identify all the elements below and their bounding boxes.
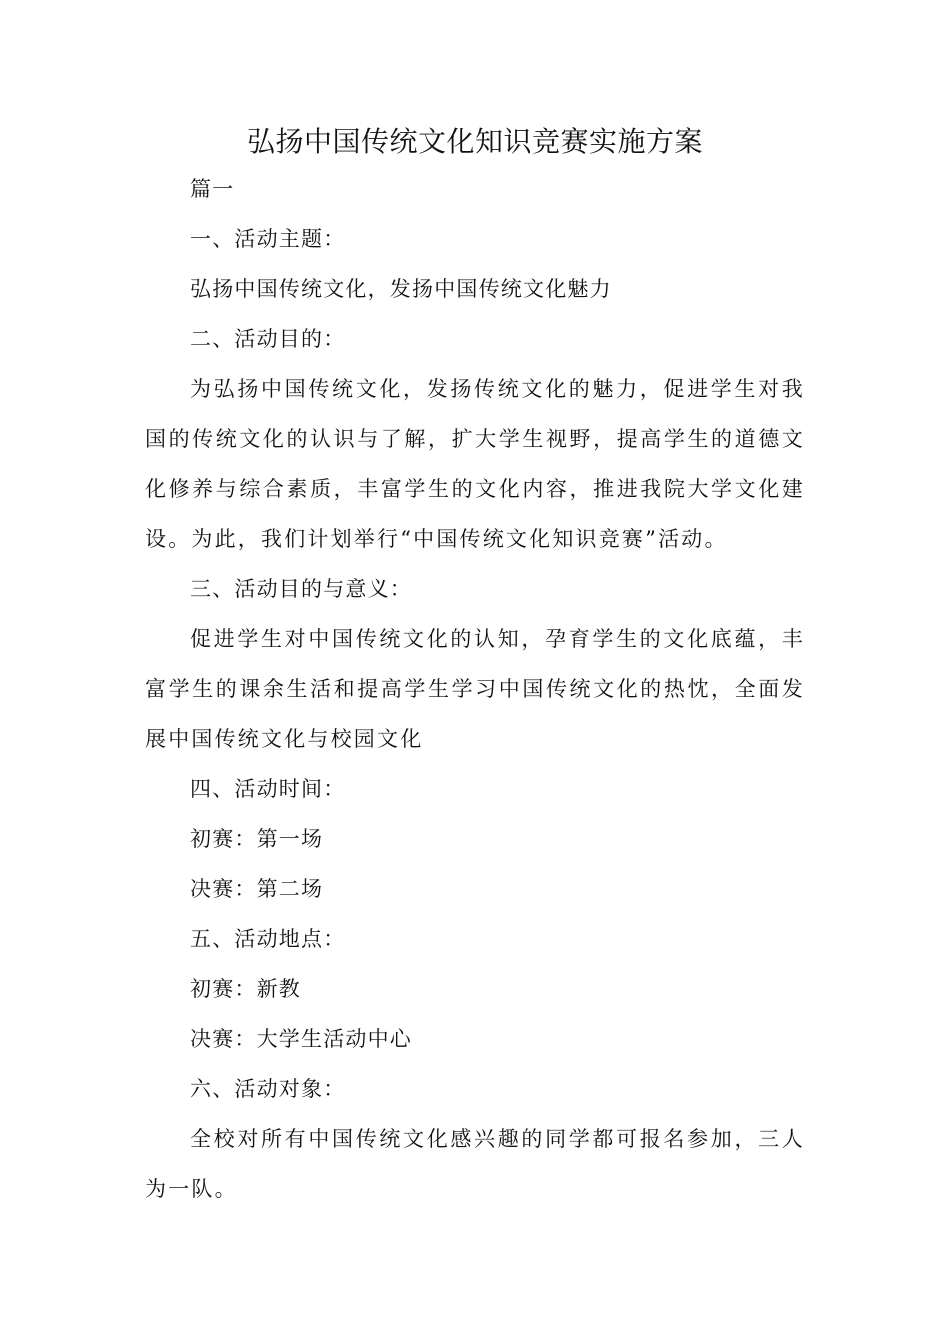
- paragraph-preliminary-location: 初赛：新教: [190, 977, 301, 1001]
- paragraph-final-location: 决赛：大学生活动中心: [190, 1027, 412, 1051]
- heading-significance: 三、活动目的与意义：: [190, 577, 412, 601]
- heading-theme: 一、活动主题：: [190, 227, 346, 251]
- heading-location: 五、活动地点：: [190, 927, 346, 951]
- section-label: 篇一: [190, 177, 235, 201]
- paragraph-purpose: 为弘扬中国传统文化，发扬传统文化的魅力，促进学生对我国的传统文化的认识与了解，扩大学生视野，提高学生的道德文化修养与综合素质，丰富学生的文化内容，推进我院大学文化建设。为此，我们计划举行“中国传统文化知识竞赛”活动。: [145, 377, 805, 551]
- paragraph-preliminary-time: 初赛：第一场: [190, 827, 324, 851]
- heading-participants: 六、活动对象：: [190, 1077, 346, 1101]
- document-title: 弘扬中国传统文化知识竞赛实施方案: [246, 125, 703, 158]
- heading-time: 四、活动时间：: [190, 777, 346, 801]
- document-body: [145, 164, 805, 1214]
- paragraph-theme: 弘扬中国传统文化，发扬中国传统文化魅力: [190, 277, 612, 301]
- paragraph-participants: 全校对所有中国传统文化感兴趣的同学都可报名参加，三人为一队。: [145, 1127, 805, 1201]
- paragraph-final-time: 决赛：第二场: [190, 877, 324, 901]
- paragraph-significance: 促进学生对中国传统文化的认知，孕育学生的文化底蕴，丰富学生的课余生活和提高学生学习中国传统文化的热忱，全面发展中国传统文化与校园文化: [145, 627, 805, 751]
- heading-purpose: 二、活动目的：: [190, 327, 346, 351]
